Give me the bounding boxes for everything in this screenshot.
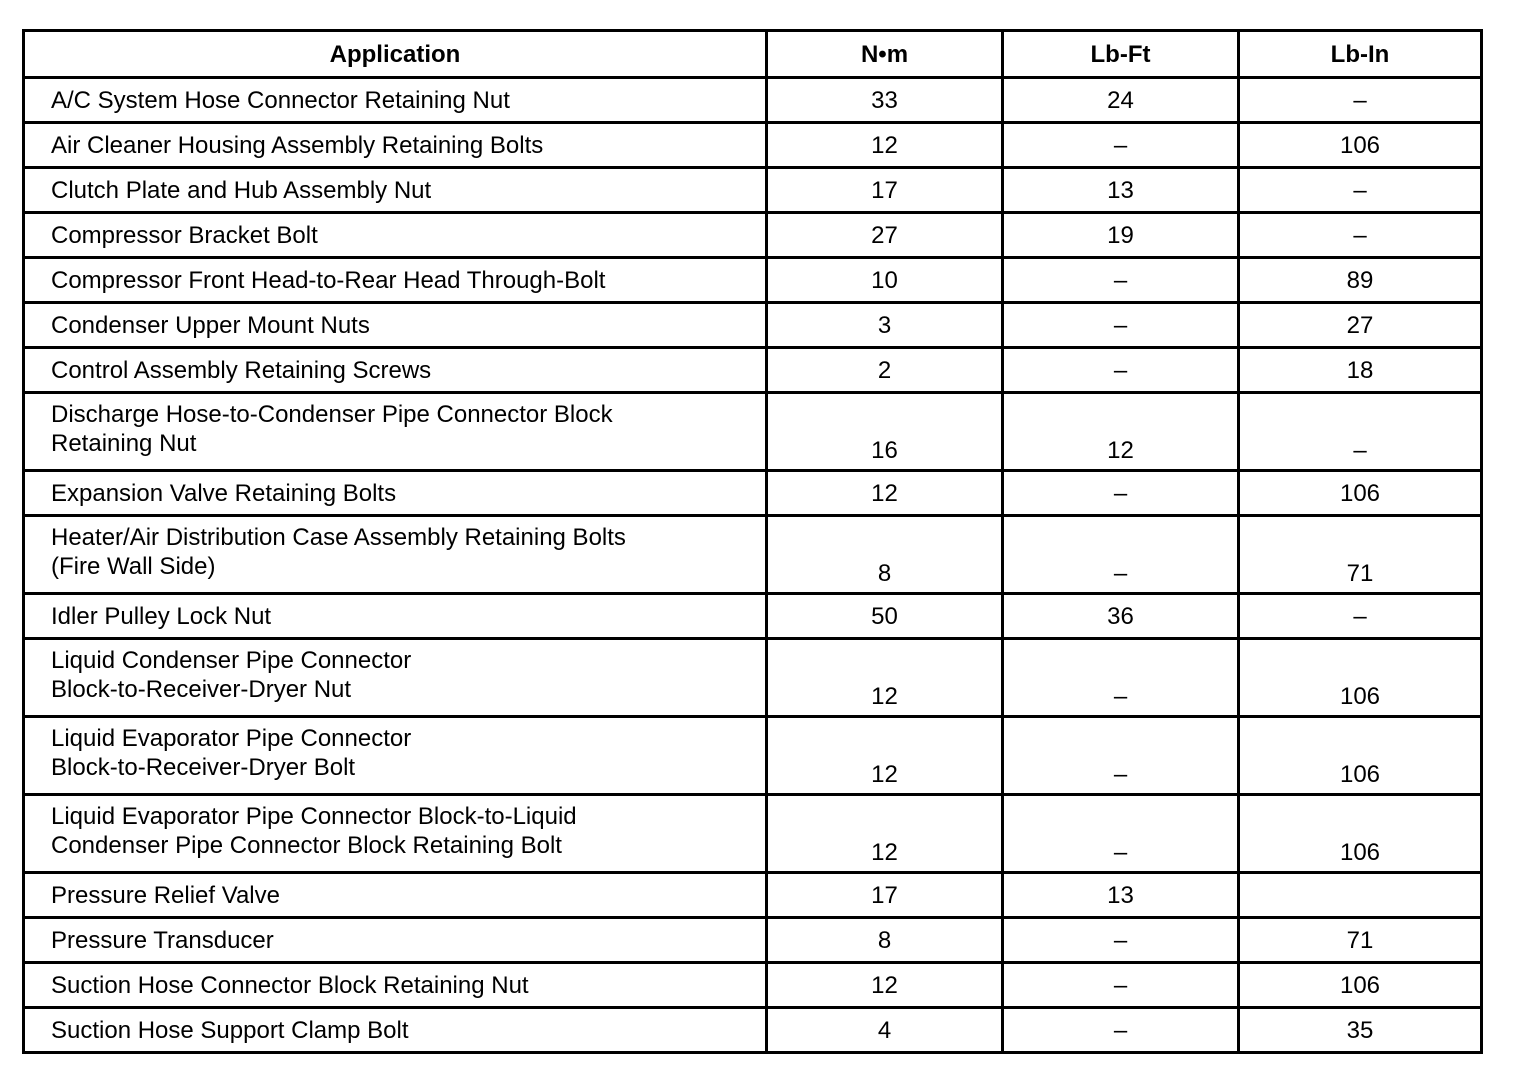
nm-cell: 10 bbox=[767, 258, 1003, 303]
lbin-cell: 106 bbox=[1239, 963, 1482, 1008]
application-cell bbox=[24, 516, 767, 594]
nm-cell: 4 bbox=[767, 1008, 1003, 1053]
lbin-cell: 89 bbox=[1239, 258, 1482, 303]
lbft-cell: – bbox=[1003, 258, 1239, 303]
table-row bbox=[24, 213, 1482, 258]
lbin-cell bbox=[1239, 873, 1482, 918]
table-row bbox=[24, 1008, 1482, 1053]
application-line: Block-to-Receiver-Dryer Nut bbox=[51, 676, 352, 703]
nm-cell: 27 bbox=[767, 213, 1003, 258]
table-row bbox=[24, 594, 1482, 639]
lbin-cell: 106 bbox=[1239, 717, 1482, 795]
lbin-cell: 27 bbox=[1239, 303, 1482, 348]
lbft-cell: – bbox=[1003, 348, 1239, 393]
table-row bbox=[24, 471, 1482, 516]
application-line: Liquid Condenser Pipe Connector bbox=[51, 647, 412, 674]
lbin-cell: 35 bbox=[1239, 1008, 1482, 1053]
header-row bbox=[24, 31, 1482, 78]
lbin-cell: 71 bbox=[1239, 516, 1482, 594]
lbin-cell: – bbox=[1239, 78, 1482, 123]
application-cell bbox=[24, 639, 767, 717]
nm-cell: 17 bbox=[767, 873, 1003, 918]
lbin-cell: – bbox=[1239, 594, 1482, 639]
application-cell: A/C System Hose Connector Retaining Nut bbox=[24, 78, 767, 123]
nm-cell: 12 bbox=[767, 639, 1003, 717]
application-cell: Idler Pulley Lock Nut bbox=[24, 594, 767, 639]
lbin-cell: 106 bbox=[1239, 471, 1482, 516]
application-cell: Condenser Upper Mount Nuts bbox=[24, 303, 767, 348]
table-row bbox=[24, 516, 1482, 594]
application-cell: Clutch Plate and Hub Assembly Nut bbox=[24, 168, 767, 213]
table-row bbox=[24, 717, 1482, 795]
lbft-cell: – bbox=[1003, 1008, 1239, 1053]
header-application: Application bbox=[24, 31, 767, 78]
nm-cell: 12 bbox=[767, 471, 1003, 516]
nm-cell: 8 bbox=[767, 918, 1003, 963]
application-line: Retaining Nut bbox=[51, 430, 197, 457]
application-line: (Fire Wall Side) bbox=[51, 553, 216, 580]
application-line: Block-to-Receiver-Dryer Bolt bbox=[51, 754, 356, 781]
application-line: Liquid Evaporator Pipe Connector bbox=[51, 725, 412, 752]
application-cell: Control Assembly Retaining Screws bbox=[24, 348, 767, 393]
table-row bbox=[24, 918, 1482, 963]
lbft-cell: 13 bbox=[1003, 873, 1239, 918]
lbft-cell: – bbox=[1003, 471, 1239, 516]
nm-cell: 8 bbox=[767, 516, 1003, 594]
application-cell bbox=[24, 795, 767, 873]
lbin-cell: – bbox=[1239, 213, 1482, 258]
lbin-cell: 106 bbox=[1239, 795, 1482, 873]
application-line: Heater/Air Distribution Case Assembly Retaining Bolts bbox=[51, 524, 626, 551]
header-nm: N•m bbox=[767, 31, 1003, 78]
table-row bbox=[24, 303, 1482, 348]
lbft-cell: 19 bbox=[1003, 213, 1239, 258]
lbft-cell: – bbox=[1003, 516, 1239, 594]
table-row bbox=[24, 873, 1482, 918]
application-cell: Pressure Relief Valve bbox=[24, 873, 767, 918]
header-lbin: Lb-In bbox=[1239, 31, 1482, 78]
header-lbft: Lb-Ft bbox=[1003, 31, 1239, 78]
table-row bbox=[24, 348, 1482, 393]
nm-cell: 12 bbox=[767, 717, 1003, 795]
lbin-cell: – bbox=[1239, 393, 1482, 471]
nm-cell: 3 bbox=[767, 303, 1003, 348]
nm-cell: 12 bbox=[767, 795, 1003, 873]
table-row bbox=[24, 78, 1482, 123]
lbin-cell: 106 bbox=[1239, 639, 1482, 717]
lbft-cell: 36 bbox=[1003, 594, 1239, 639]
lbft-cell: 24 bbox=[1003, 78, 1239, 123]
application-cell bbox=[24, 717, 767, 795]
application-cell: Expansion Valve Retaining Bolts bbox=[24, 471, 767, 516]
lbft-cell: – bbox=[1003, 717, 1239, 795]
lbft-cell: 12 bbox=[1003, 393, 1239, 471]
lbin-cell: 71 bbox=[1239, 918, 1482, 963]
table-row bbox=[24, 963, 1482, 1008]
lbft-cell: – bbox=[1003, 303, 1239, 348]
lbin-cell: – bbox=[1239, 168, 1482, 213]
lbin-cell: 18 bbox=[1239, 348, 1482, 393]
lbin-cell: 106 bbox=[1239, 123, 1482, 168]
lbft-cell: – bbox=[1003, 639, 1239, 717]
table-row bbox=[24, 393, 1482, 471]
nm-cell: 12 bbox=[767, 963, 1003, 1008]
lbft-cell: – bbox=[1003, 795, 1239, 873]
lbft-cell: – bbox=[1003, 963, 1239, 1008]
application-line: Condenser Pipe Connector Block Retaining Bolt bbox=[51, 832, 562, 859]
nm-cell: 16 bbox=[767, 393, 1003, 471]
table-row bbox=[24, 639, 1482, 717]
nm-cell: 17 bbox=[767, 168, 1003, 213]
application-line: Discharge Hose-to-Condenser Pipe Connector Block bbox=[51, 401, 613, 428]
torque-spec-table bbox=[22, 29, 1483, 1054]
table-row bbox=[24, 123, 1482, 168]
lbft-cell: 13 bbox=[1003, 168, 1239, 213]
nm-cell: 33 bbox=[767, 78, 1003, 123]
application-cell: Suction Hose Connector Block Retaining Nut bbox=[24, 963, 767, 1008]
application-cell: Air Cleaner Housing Assembly Retaining Bolts bbox=[24, 123, 767, 168]
table-row bbox=[24, 795, 1482, 873]
table-row bbox=[24, 168, 1482, 213]
nm-cell: 2 bbox=[767, 348, 1003, 393]
application-cell bbox=[24, 393, 767, 471]
application-cell: Suction Hose Support Clamp Bolt bbox=[24, 1008, 767, 1053]
application-line: Liquid Evaporator Pipe Connector Block-to-Liquid bbox=[51, 803, 577, 830]
application-cell: Pressure Transducer bbox=[24, 918, 767, 963]
application-cell: Compressor Front Head-to-Rear Head Through-Bolt bbox=[24, 258, 767, 303]
table-row bbox=[24, 258, 1482, 303]
lbft-cell: – bbox=[1003, 123, 1239, 168]
lbft-cell: – bbox=[1003, 918, 1239, 963]
nm-cell: 12 bbox=[767, 123, 1003, 168]
nm-cell: 50 bbox=[767, 594, 1003, 639]
application-cell: Compressor Bracket Bolt bbox=[24, 213, 767, 258]
